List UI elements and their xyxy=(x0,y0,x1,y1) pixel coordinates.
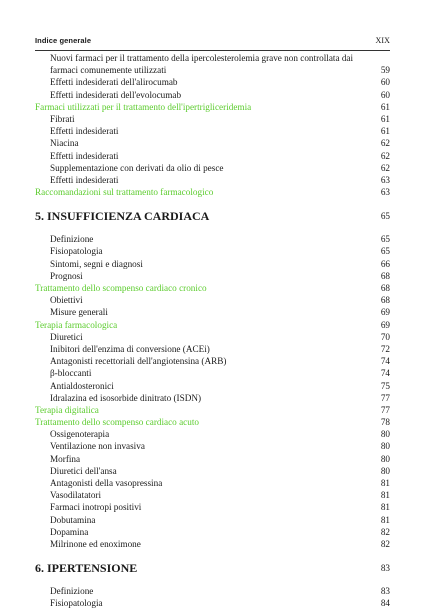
toc-section-entry[interactable] xyxy=(35,186,390,198)
toc-entry-title: Ossigenoterapia xyxy=(50,429,110,440)
toc-entry-page-number: 81 xyxy=(380,514,390,525)
toc-entry-title: Definizione xyxy=(50,234,94,245)
toc-entry-page-number: 63 xyxy=(380,187,390,198)
toc-subsection-entry[interactable] xyxy=(35,343,390,355)
toc-entry-page-number: 65 xyxy=(380,246,390,257)
toc-entry-page-number: 62 xyxy=(380,150,390,161)
toc-entry-page-number: 78 xyxy=(380,417,390,428)
toc-subsection-entry[interactable] xyxy=(35,331,390,343)
toc-entry-title: Dopamina xyxy=(50,526,89,537)
toc-entry-page-number: 74 xyxy=(380,368,390,379)
toc-subsection-entry[interactable] xyxy=(35,489,390,501)
toc-entry-page-number: 83 xyxy=(380,563,390,574)
toc-subsection-entry[interactable] xyxy=(35,477,390,489)
toc-section-entry[interactable] xyxy=(35,404,390,416)
toc-entry-title: 5. INSUFFICIENZA CARDIACA xyxy=(35,209,210,224)
toc-entry-title: Prognosi xyxy=(50,270,83,281)
toc-entry-title: Milrinone ed enoximone xyxy=(50,538,141,549)
toc-entry-page-number: 81 xyxy=(380,502,390,513)
toc-entry-page-number: 61 xyxy=(380,101,390,112)
toc-chapter-entry[interactable] xyxy=(35,208,390,224)
toc-subsection-entry[interactable] xyxy=(35,270,390,282)
toc-entry-title: Dobutamina xyxy=(50,514,96,525)
toc-subsection-entry[interactable] xyxy=(35,125,390,137)
toc-subsection-entry[interactable] xyxy=(35,245,390,257)
toc-subsection-entry[interactable] xyxy=(35,597,390,609)
toc-entry-page-number: 68 xyxy=(380,295,390,306)
toc-entry-title: 6. IPERTENSIONE xyxy=(35,561,138,576)
toc-subsection-entry[interactable] xyxy=(35,392,390,404)
toc-entry-page-number: 62 xyxy=(380,138,390,149)
toc-subsection-entry[interactable] xyxy=(35,76,390,88)
toc-entry-title: Antagonisti della vasopressina xyxy=(50,478,163,489)
toc-entry-title: Terapia digitalica xyxy=(35,404,99,415)
toc-entry-title: Raccomandazioni sul trattamento farmacologico xyxy=(35,187,214,198)
toc-entry-title: Antagonisti recettoriali dell'angiotensina (ARB) xyxy=(50,356,227,367)
toc-entry-title: Effetti indesiderati xyxy=(50,126,119,137)
toc-subsection-entry[interactable] xyxy=(35,150,390,162)
toc-entry-page-number: 80 xyxy=(380,429,390,440)
toc-subsection-entry[interactable] xyxy=(35,526,390,538)
chapter-spacer xyxy=(35,550,390,560)
toc-entry-page-number: 84 xyxy=(380,598,390,609)
toc-entry-page-number: 80 xyxy=(380,465,390,476)
toc-subsection-entry[interactable] xyxy=(35,453,390,465)
toc-entry-page-number: 77 xyxy=(380,404,390,415)
toc-subsection-entry[interactable] xyxy=(35,538,390,550)
toc-entry-title: Farmaci utilizzati per il trattamento dell'ipertrigliceridemia xyxy=(35,101,252,112)
toc-section-entry[interactable] xyxy=(35,101,390,113)
toc-entry-page-number: 61 xyxy=(380,126,390,137)
toc-entry-title: Misure generali xyxy=(50,307,108,318)
toc-subsection-entry[interactable] xyxy=(35,355,390,367)
toc-entry-title: Nuovi farmaci per il trattamento della ipercolesterolemia grave non controllata dai farmaci comunemente utilizzati xyxy=(50,53,354,76)
toc-entry-page-number: 70 xyxy=(380,331,390,342)
header-rule xyxy=(35,50,390,51)
toc-entry-page-number: 82 xyxy=(380,526,390,537)
toc-entry-page-number: 59 xyxy=(380,65,390,76)
toc-entry-title: Trattamento dello scompenso cardiaco acuto xyxy=(35,417,199,428)
toc-section-entry[interactable] xyxy=(35,282,390,294)
chapter-spacer xyxy=(35,224,390,233)
toc-entry-page-number: 81 xyxy=(380,478,390,489)
toc-entry-page-number: 69 xyxy=(380,307,390,318)
toc-entry-page-number: 60 xyxy=(380,77,390,88)
toc-subsection-entry[interactable] xyxy=(35,113,390,125)
toc-entry-title: Fisiopatologia xyxy=(50,246,103,257)
toc-entry-page-number: 77 xyxy=(380,392,390,403)
toc-entry-page-number: 75 xyxy=(380,380,390,391)
table-of-contents xyxy=(35,52,390,610)
running-header-title: Indice generale xyxy=(35,36,92,45)
toc-entry-page-number: 62 xyxy=(380,162,390,173)
toc-section-entry[interactable] xyxy=(35,416,390,428)
toc-entry-title: Ventilazione non invasiva xyxy=(50,441,145,452)
toc-entry-page-number: 68 xyxy=(380,270,390,281)
toc-entry-page-number: 80 xyxy=(380,441,390,452)
toc-entry-title: Supplementazione con derivati da olio di pesce xyxy=(50,162,224,173)
toc-subsection-entry[interactable] xyxy=(35,137,390,149)
toc-entry-page-number: 65 xyxy=(380,234,390,245)
toc-entry-title: Fibrati xyxy=(50,113,75,124)
toc-entry-title: Effetti indesiderati xyxy=(50,174,119,185)
toc-entry-title: Terapia farmacologica xyxy=(35,319,118,330)
toc-subsection-entry[interactable] xyxy=(35,428,390,440)
toc-entry-title: Vasodilatatori xyxy=(50,490,102,501)
toc-entry-page-number: 61 xyxy=(380,113,390,124)
chapter-spacer xyxy=(35,576,390,585)
toc-subsection-entry[interactable] xyxy=(35,465,390,477)
toc-entry-title: Antialdosteronici xyxy=(50,380,114,391)
toc-entry-page-number: 83 xyxy=(380,586,390,597)
toc-entry-title: Effetti indesiderati dell'alirocumab xyxy=(50,77,178,88)
toc-entry-title: Farmaci inotropi positivi xyxy=(50,502,142,513)
toc-entry-title: Diuretici xyxy=(50,331,83,342)
toc-entry-title: Idralazina ed isosorbide dinitrato (ISDN) xyxy=(50,392,202,403)
toc-subsection-entry[interactable] xyxy=(35,585,390,597)
toc-entry-page-number: 65 xyxy=(380,211,390,222)
toc-subsection-entry[interactable] xyxy=(35,501,390,513)
toc-subsection-entry[interactable] xyxy=(35,306,390,318)
toc-entry-page-number: 80 xyxy=(380,453,390,464)
toc-subsection-entry[interactable] xyxy=(35,294,390,306)
toc-entry-title: β-bloccanti xyxy=(50,368,92,379)
toc-entry-page-number: 72 xyxy=(380,343,390,354)
toc-section-entry[interactable] xyxy=(35,319,390,331)
toc-subsection-entry[interactable] xyxy=(35,258,390,270)
toc-entry-page-number: 66 xyxy=(380,258,390,269)
running-header-page-number: XIX xyxy=(375,36,390,45)
toc-subsection-entry[interactable] xyxy=(35,233,390,245)
toc-entry-title: Diuretici dell'ansa xyxy=(50,465,117,476)
toc-entry-title: Sintomi, segni e diagnosi xyxy=(50,258,143,269)
toc-entry-title: Definizione xyxy=(50,586,94,597)
toc-subsection-entry[interactable] xyxy=(35,174,390,186)
toc-chapter-entry[interactable] xyxy=(35,560,390,576)
toc-entry-page-number: 74 xyxy=(380,356,390,367)
toc-entry-page-number: 63 xyxy=(380,174,390,185)
toc-subsection-entry[interactable] xyxy=(35,380,390,392)
toc-entry-title: Effetti indesiderati xyxy=(50,150,119,161)
toc-subsection-entry[interactable] xyxy=(35,162,390,174)
running-header xyxy=(35,36,390,50)
toc-entry-title: Fisiopatologia xyxy=(50,598,103,609)
toc-subsection-entry[interactable] xyxy=(35,514,390,526)
toc-subsection-entry[interactable] xyxy=(35,52,390,76)
toc-entry-page-number: 81 xyxy=(380,490,390,501)
toc-entry-page-number: 82 xyxy=(380,538,390,549)
toc-entry-title: Niacina xyxy=(50,138,79,149)
toc-entry-title: Effetti indesiderati dell'evolocumab xyxy=(50,89,182,100)
toc-subsection-entry[interactable] xyxy=(35,367,390,379)
toc-entry-page-number: 68 xyxy=(380,283,390,294)
toc-entry-title: Trattamento dello scompenso cardiaco cronico xyxy=(35,283,207,294)
chapter-spacer xyxy=(35,198,390,208)
toc-entry-title: Morfina xyxy=(50,453,81,464)
toc-entry-page-number: 69 xyxy=(380,319,390,330)
toc-subsection-entry[interactable] xyxy=(35,440,390,452)
toc-entry-title: Inibitori dell'enzima di conversione (ACEi) xyxy=(50,343,210,354)
toc-entry-title: Obiettivi xyxy=(50,295,83,306)
toc-subsection-entry[interactable] xyxy=(35,89,390,101)
toc-entry-page-number: 60 xyxy=(380,89,390,100)
